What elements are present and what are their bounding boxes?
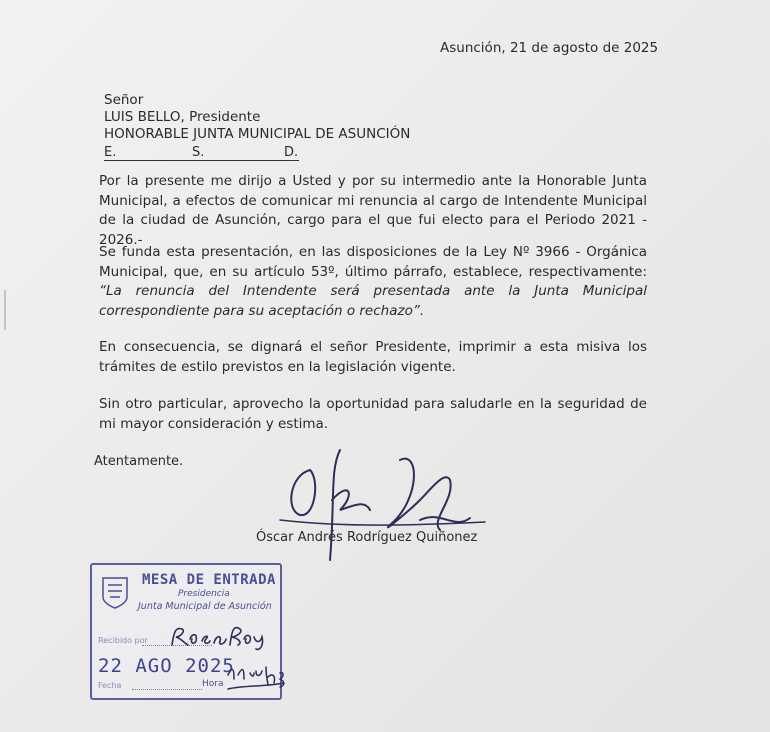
paper-fold-mark: [4, 290, 6, 330]
recipient-name: LUIS BELLO, Presidente: [104, 109, 261, 125]
paragraph-2-text: Se funda esta presentación, en las disposiciones de la Ley Nº 3966 - Orgánica Municipal, que, en su artículo 53º, último párrafo, establece, respectivamente:: [99, 244, 647, 280]
esd-d: D.: [284, 145, 299, 160]
stamp-hour-label: Hora: [202, 679, 224, 689]
stamp-junta: Junta Municipal de Asunción: [138, 601, 272, 612]
paragraph-2-quote: “La renuncia del Intendente será presentada ante la Junta Municipal correspondiente para su aceptación o rechazo”.: [99, 283, 647, 319]
esd-e: E.: [104, 145, 117, 160]
handwritten-signature: [270, 440, 490, 570]
body-paragraph-3: En consecuencia, se dignará el señor Presidente, imprimir a esta misiva los trámites de estilo previstos en la legislación vigente.: [99, 339, 647, 375]
body-paragraph-4: Sin otro particular, aprovecho la oportunidad para saludarle en la seguridad de mi mayor consideración y estima.: [99, 396, 647, 432]
stamp-date-label: Fecha: [98, 681, 122, 690]
stamp-date: 22 AGO 2025: [98, 655, 235, 677]
recipient-institution: HONORABLE JUNTA MUNICIPAL DE ASUNCIÓN: [104, 126, 411, 142]
closing: Atentamente.: [94, 454, 184, 469]
recipient-block: [104, 92, 410, 143]
stamp-hour-handwriting: [224, 663, 294, 695]
letter-date: Asunción, 21 de agosto de 2025: [440, 40, 659, 56]
municipal-seal-icon: [100, 575, 130, 609]
stamp-title: MESA DE ENTRADA: [142, 572, 276, 588]
body-paragraph-1: Por la presente me dirijo a Usted y por su intermedio ante la Honorable Junta Municipal, a efectos de comunicar mi renuncia al cargo de Intendente Municipal de la ciudad de Asunción, cargo para el que fui electo para el Periodo 2021 - 2026.-: [99, 173, 647, 248]
esd-line: [104, 145, 299, 161]
reception-stamp: [90, 563, 282, 700]
recipient-salutation: Señor: [104, 92, 144, 108]
stamp-date-line: [132, 689, 202, 690]
stamp-presidencia: Presidencia: [178, 589, 230, 599]
stamp-received-by-handwriting: [168, 621, 268, 651]
esd-s: S.: [192, 145, 205, 160]
body-paragraph-2: [99, 243, 647, 321]
stamp-received-label: Recibido por: [98, 636, 148, 645]
signatory-name: Óscar Andrés Rodríguez Quiñonez: [256, 530, 478, 545]
